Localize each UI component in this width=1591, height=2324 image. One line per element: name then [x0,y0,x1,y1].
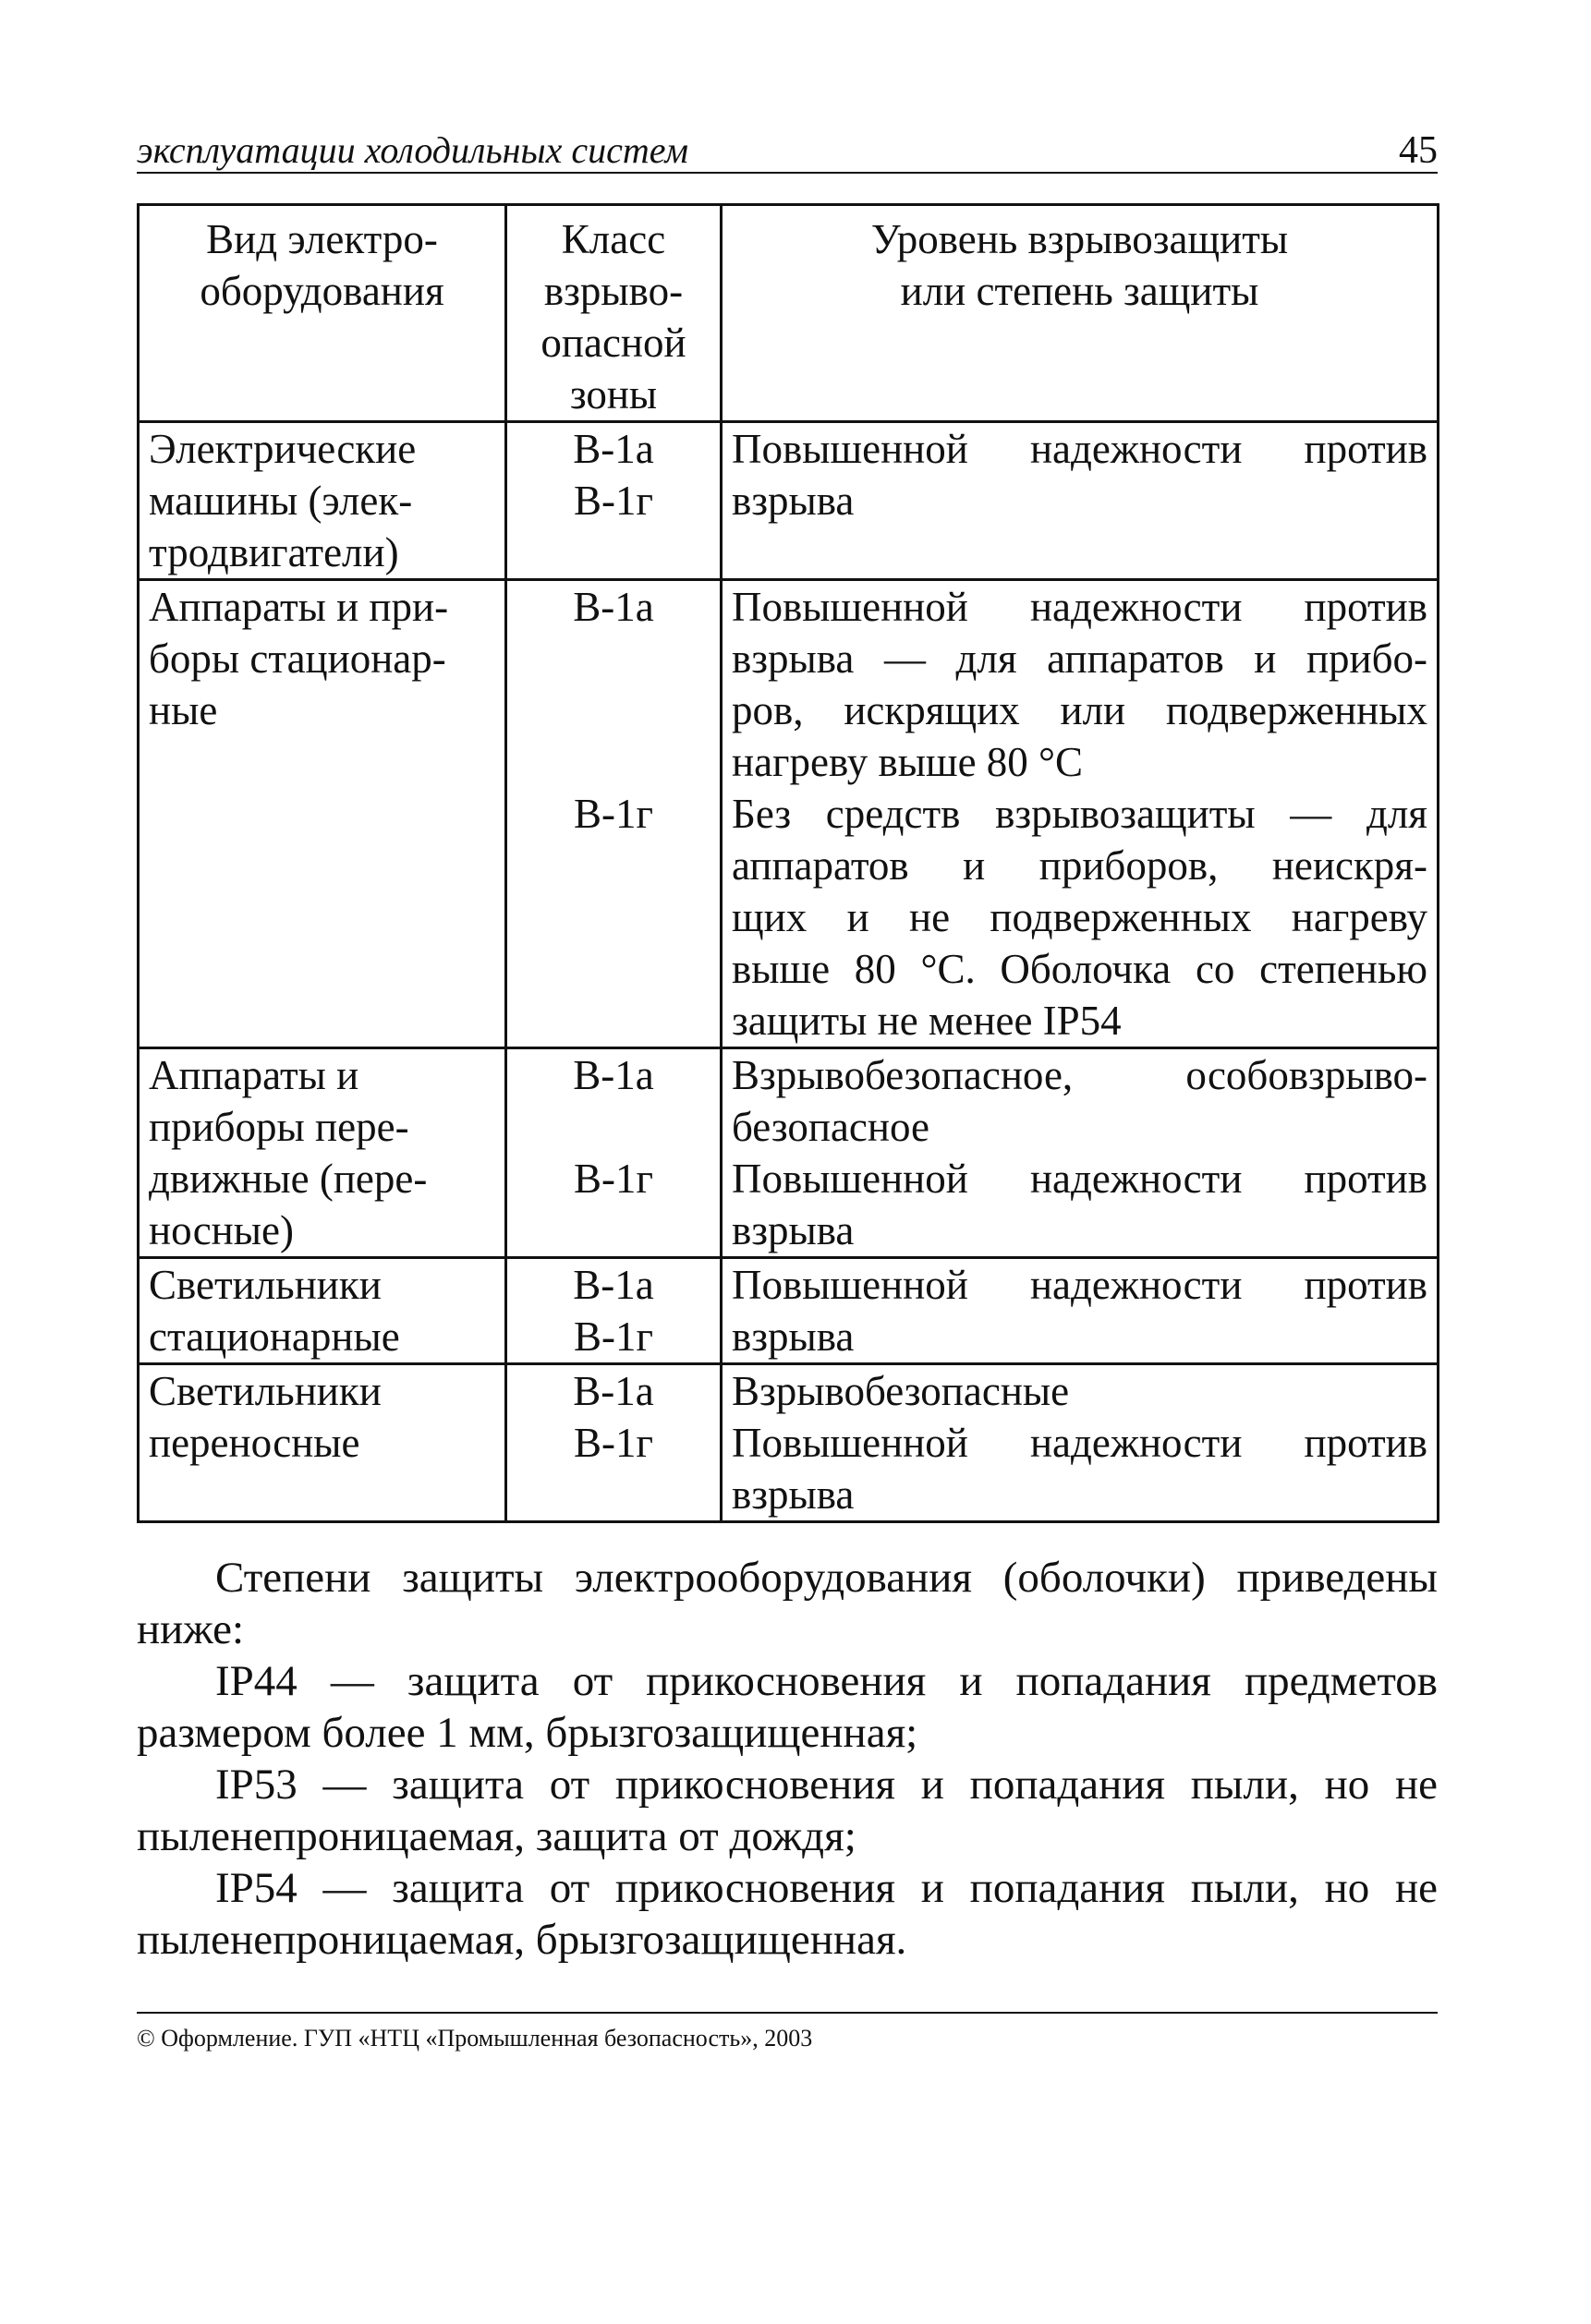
page-number: 45 [1399,129,1438,172]
ip54-paragraph: IP54 — защита от прикосновения и попадания пыли, но не пыленепроницаемая, брызгозащищенная. [137,1864,1438,1964]
cell-protection: Повышенной надежности против взрыва — для аппаратов и прибо- ров, искрящих или подверженных нагреву выше 80 °С Без средств взрывозащиты — для аппаратов и приборов, неискря- щих и не подверженных нагреву выше 80 °С. Оболочка со степенью защиты не менее IP54 [722,580,1439,1048]
cell-equipment: Аппараты и приборы пере- движные (пере- носные) [139,1048,506,1258]
cell-equipment: Светильники переносные [139,1364,506,1522]
cell-zone-class: В-1а В-1г [506,580,722,1048]
cell-equipment: Аппараты и при- боры стационар- ные [139,580,506,1048]
cell-equipment: Электрические машины (элек- тродвигатели) [139,422,506,580]
header-protection-level: Уровень взрывозащиты или степень защиты [722,205,1439,422]
cell-zone-class: В-1а В-1г [506,1258,722,1364]
intro-paragraph: Степени защиты электрооборудования (оболочки) приведены ниже: [137,1554,1438,1653]
cell-protection: Взрывобезопасные Повышенной надежности против взрыва [722,1364,1439,1522]
table-row [139,422,1439,580]
running-header [137,129,1438,174]
ip53-paragraph: IP53 — защита от прикосновения и попадания пыли, но не пыленепроницаемая, защита от дождя; [137,1761,1438,1860]
cell-zone-class: В-1а В-1г [506,1364,722,1522]
table-header-row [139,205,1439,422]
equipment-protection-table [137,203,1439,1523]
ip44-paragraph: IP44 — защита от прикосновения и попадания предметов размером более 1 мм, брызгозащищенная; [137,1657,1438,1757]
table-row [139,1258,1439,1364]
cell-equipment: Светильники стационарные [139,1258,506,1364]
table-row [139,1364,1439,1522]
cell-protection: Повышенной надежности против взрыва [722,422,1439,580]
table-row [139,580,1439,1048]
cell-zone-class: В-1а В-1г [506,1048,722,1258]
footer-copyright: © Оформление. ГУП «НТЦ «Промышленная безопасность», 2003 [137,2025,813,2052]
cell-protection: Повышенной надежности против взрыва [722,1258,1439,1364]
cell-zone-class: В-1а В-1г [506,422,722,580]
table-row [139,1048,1439,1258]
cell-protection: Взрывобезопасное, особовзрыво- безопасное Повышенной надежности против взрыва [722,1048,1439,1258]
body-text [137,1552,1438,1966]
header-equipment-type: Вид электро- оборудования [139,205,506,422]
running-title: эксплуатации холодильных систем [137,129,689,171]
header-zone-class: Класс взрыво- опасной зоны [506,205,722,422]
footer-rule [137,2012,1438,2014]
